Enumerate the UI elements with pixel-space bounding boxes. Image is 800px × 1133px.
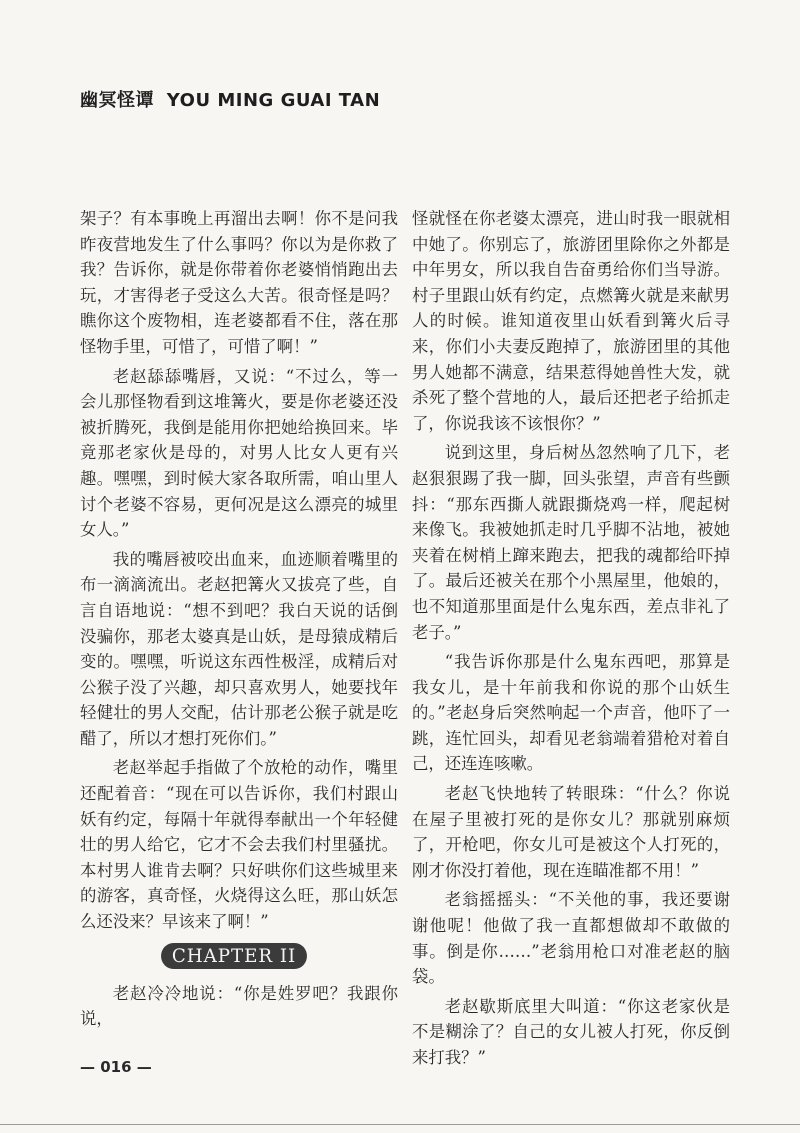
paragraph: 老翁摇摇头：“不关他的事，我还要谢谢他呢！他做了我一直都想做却不敢做的事。倒是你……”老翁用枪口对准老赵的脑袋。 — [412, 890, 730, 987]
left-column — [80, 206, 398, 1032]
page-number: — 016 — — [80, 1058, 152, 1076]
paragraph: 老赵冷冷地说：“你是姓罗吧？我跟你说， — [80, 983, 398, 1029]
header-title-cn: 幽冥怪谭 — [80, 90, 154, 111]
paragraph: 说到这里，身后树丛忽然响了几下，老赵狠狠踢了我一脚，回头张望，声音有些颤抖：“那东西撕人就跟撕烧鸡一样，爬起树来像飞。我被她抓走时几乎脚不沾地，被她夹着在树梢上蹿来跑去，把我的魂都给吓掉了。最后还被关在那个小黑屋里，他娘的，也不知道那里面是什么鬼东西，差点非礼了老子。” — [412, 443, 730, 642]
header-title-en: YOU MING GUAI TAN — [166, 90, 381, 111]
paragraph: 我的嘴唇被咬出血来，血迹顺着嘴里的布一滴滴流出。老赵把篝火又拔亮了些，自言自语地说：“想不到吧？我白天说的话倒没骗你，那老太婆真是山妖，是母猿成精后变的。嘿嘿，听说这东西性极淫，成精后对公猴子没了兴趣，却只喜欢男人，她要找年轻健壮的男人交配，估计那老公猴子就是吃醋了，所以才想打死你们。” — [80, 549, 398, 748]
paragraph: “我告诉你那是什么鬼东西吧，那算是我女儿，是十年前我和你说的那个山妖生的。”老赵身后突然响起一个声音，他吓了一跳，连忙回头，却看见老翁端着猎枪对着自己，还连连咳嗽。 — [412, 652, 730, 774]
paragraph: 老赵举起手指做了个放枪的动作，嘴里还配着音：“现在可以告诉你，我们村跟山妖有约定，每隔十年就得奉献出一个年轻健壮的男人给它，它才不会去我们村里骚扰。本村男人谁肯去啊？只好哄你们这些城里来的游客，真奇怪，火烧得这么旺，那山妖怎么还没来？早该来了啊！” — [80, 758, 398, 932]
paragraph: 怪就怪在你老婆太漂亮，进山时我一眼就相中她了。你别忘了，旅游团里除你之外都是中年男女，所以我自告奋勇给你们当导游。村子里跟山妖有约定，点燃篝火就是来献男人的时候。谁知道夜里山妖看到篝火后寻来，你们小夫妻反跑掉了，旅游团里的其他男人她都不满意，结果惹得她兽性大发，就杀死了整个营地的人，最后还把老子给抓走了，你说我该不该恨你？” — [412, 209, 730, 433]
chapter-heading: CHAPTER II — [161, 943, 307, 969]
bottom-divider — [0, 1124, 800, 1125]
running-header — [80, 86, 380, 112]
paragraph: 老赵飞快地转了转眼珠：“什么？你说在屋子里被打死的是你女儿？那就别麻烦了，开枪吧，你女儿可是被这个人打死的，刚才你没打着他，现在连瞄准都不用！” — [412, 784, 730, 880]
right-column — [412, 206, 730, 1071]
paragraph: 老赵歇斯底里大叫道：“你这老家伙是不是糊涂了？自己的女儿被人打死，你反倒来打我？” — [412, 996, 730, 1067]
paragraph: 老赵舔舔嘴唇，又说：“不过么，等一会儿那怪物看到这堆篝火，要是你老婆还没被折腾死，我倒是能用你把她给换回来。毕竟那老家伙是母的，对男人比女人更有兴趣。嘿嘿，到时候大家各取所需，咱山里人讨个老婆不容易，更何况是这么漂亮的城里女人。” — [80, 366, 398, 540]
paragraph: 架子？有本事晚上再溜出去啊！你不是问我昨夜营地发生了什么事吗？你以为是你救了我？告诉你，就是你带着你老婆悄悄跑出去玩，才害得老子受这么大苦。很奇怪是吗？瞧你这个废物相，连老婆都看不住，落在那怪物手里，可惜了，可惜了啊！” — [80, 209, 398, 356]
